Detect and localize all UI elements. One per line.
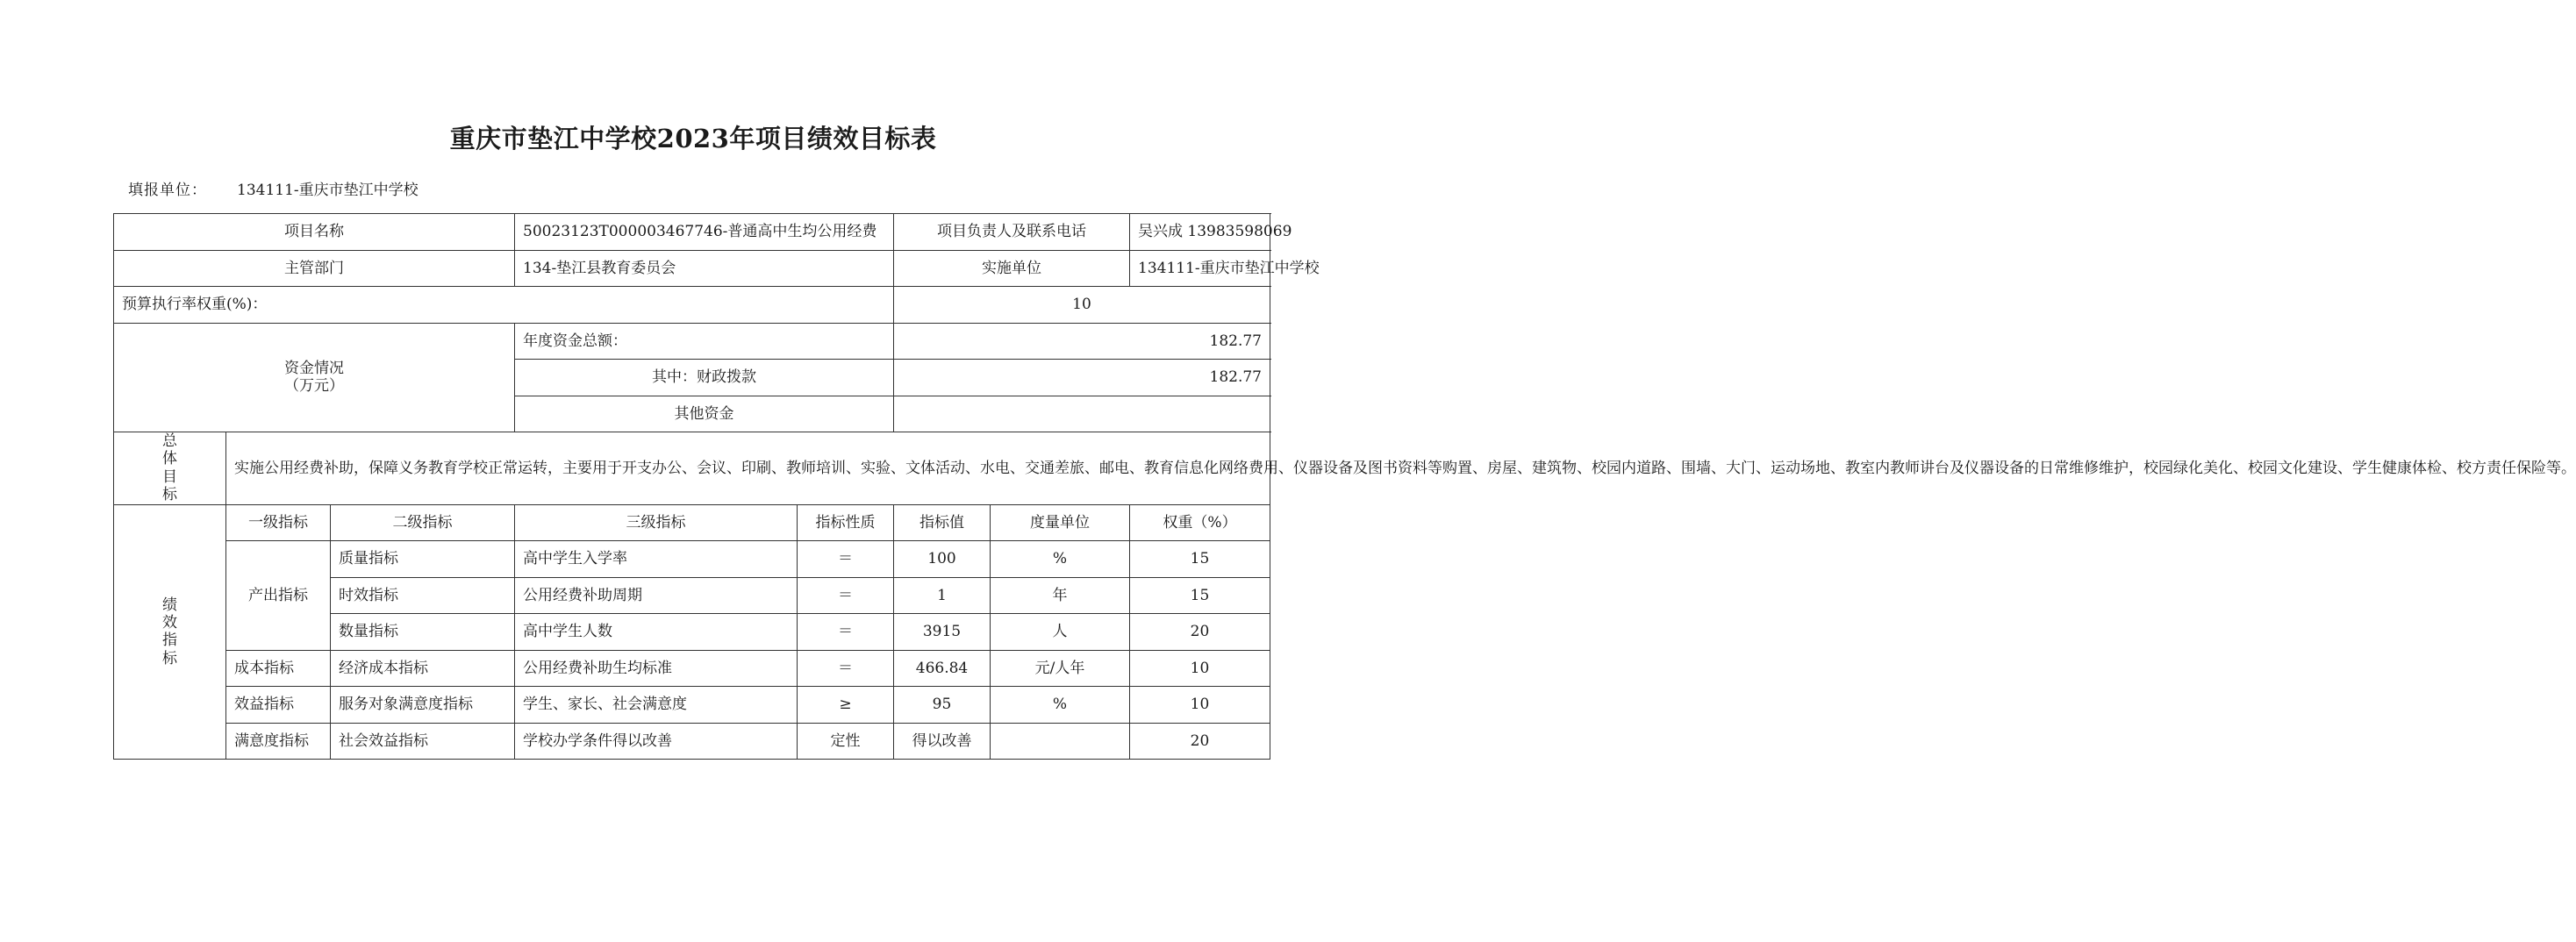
- impl-label: 实施单位: [894, 250, 1130, 287]
- header-level3: 三级指标: [515, 504, 798, 541]
- level3-cell: 学校办学条件得以改善: [515, 723, 798, 760]
- funds-total-label: 年度资金总额：: [515, 323, 894, 360]
- nature-cell: ＝: [798, 650, 894, 687]
- level2-cell: 质量指标: [331, 541, 515, 578]
- unit-cell: [991, 723, 1130, 760]
- row-funds-total: [114, 323, 1270, 360]
- nature-cell: ＝: [798, 577, 894, 614]
- value-cell: 1: [894, 577, 991, 614]
- funds-fiscal-value: 182.77: [894, 360, 1270, 396]
- level1-satisfaction: 满意度指标: [226, 723, 331, 760]
- project-name-label: 项目名称: [114, 214, 515, 251]
- weight-cell: 10: [1130, 650, 1270, 687]
- unit-cell: 元/人年: [991, 650, 1130, 687]
- unit-cell: %: [991, 687, 1130, 724]
- funds-other-value: [894, 396, 1270, 432]
- table-row: [114, 723, 1270, 760]
- budget-rate-value: 10: [894, 287, 1270, 324]
- weight-cell: 15: [1130, 577, 1270, 614]
- page-title: 重庆市垫江中学校2023年项目绩效目标表: [449, 124, 937, 153]
- responsible-label: 项目负责人及联系电话: [894, 214, 1130, 251]
- level3-cell: 学生、家长、社会满意度: [515, 687, 798, 724]
- header-value: 指标值: [894, 504, 991, 541]
- table-row: [114, 687, 1270, 724]
- level2-cell: 数量指标: [331, 614, 515, 651]
- header-unit: 度量单位: [991, 504, 1130, 541]
- unit-cell: 人: [991, 614, 1130, 651]
- nature-cell: ＝: [798, 541, 894, 578]
- nature-cell: ＝: [798, 614, 894, 651]
- value-cell: 100: [894, 541, 991, 578]
- dept-value: 134-垫江县教育委员会: [515, 250, 894, 287]
- weight-cell: 20: [1130, 723, 1270, 760]
- nature-cell: ≥: [798, 687, 894, 724]
- responsible-value: 吴兴成 13983598069: [1130, 214, 1270, 251]
- reporting-unit-value: 134111-重庆市垫江中学校: [237, 182, 419, 199]
- weight-cell: 15: [1130, 541, 1270, 578]
- indicator-header-row: [114, 504, 1270, 541]
- table-row: [114, 541, 1270, 578]
- level3-cell: 公用经费补助生均标准: [515, 650, 798, 687]
- overall-goal-label: 总 体 目 标: [114, 432, 226, 505]
- row-department: [114, 250, 1270, 287]
- level2-cell: 服务对象满意度指标: [331, 687, 515, 724]
- header-nature: 指标性质: [798, 504, 894, 541]
- header-weight: 权重（%）: [1130, 504, 1270, 541]
- unit-cell: 年: [991, 577, 1130, 614]
- impl-value: 134111-重庆市垫江中学校: [1130, 250, 1270, 287]
- funds-fiscal-label: 其中：财政拨款: [515, 360, 894, 396]
- value-cell: 得以改善: [894, 723, 991, 760]
- funds-label: [114, 323, 515, 432]
- project-name-value: 50023123T000003467746-普通高中生均公用经费: [515, 214, 894, 251]
- dept-label: 主管部门: [114, 250, 515, 287]
- level1-cost: 成本指标: [226, 650, 331, 687]
- level2-cell: 经济成本指标: [331, 650, 515, 687]
- funds-label-line2: （万元）: [284, 377, 344, 396]
- row-overall-goal: [114, 432, 1270, 505]
- table-row: [114, 650, 1270, 687]
- funds-other-label: 其他资金: [515, 396, 894, 432]
- performance-table: [113, 213, 2576, 760]
- weight-cell: 10: [1130, 687, 1270, 724]
- weight-cell: 20: [1130, 614, 1270, 651]
- header-level1: 一级指标: [226, 504, 331, 541]
- funds-label-line1: 资金情况: [284, 359, 344, 377]
- unit-cell: %: [991, 541, 1130, 578]
- value-cell: 95: [894, 687, 991, 724]
- level3-cell: 公用经费补助周期: [515, 577, 798, 614]
- level2-cell: 社会效益指标: [331, 723, 515, 760]
- reporting-unit-label: 填报单位：: [128, 182, 207, 199]
- level1-benefit: 效益指标: [226, 687, 331, 724]
- funds-total-value: 182.77: [894, 323, 1270, 360]
- reporting-unit: [128, 177, 419, 199]
- level3-cell: 高中学生人数: [515, 614, 798, 651]
- value-cell: 3915: [894, 614, 991, 651]
- nature-cell: 定性: [798, 723, 894, 760]
- level1-output: 产出指标: [226, 541, 331, 651]
- budget-rate-label: 预算执行率权重(%)：: [114, 287, 894, 324]
- header-level2: 二级指标: [331, 504, 515, 541]
- row-project-name: [114, 214, 1270, 251]
- overall-goal-text: 实施公用经费补助，保障义务教育学校正常运转，主要用于开支办公、会议、印刷、教师培训、实验、文体活动、水电、交通差旅、邮电、教育信息化网络费用、仪器设备及图书资料等购置、房屋、建筑物、校园内道路、围墙、大门、运动场地、教室内教师讲台及仪器设备的日常维修维护，校园绿化美化、校园文化建设、学生健康体检、校方责任保险等。: [226, 432, 1270, 505]
- value-cell: 466.84: [894, 650, 991, 687]
- level3-cell: 高中学生入学率: [515, 541, 798, 578]
- indicators-label: 绩 效 指 标: [114, 504, 226, 760]
- level2-cell: 时效指标: [331, 577, 515, 614]
- row-budget-rate: [114, 287, 1270, 324]
